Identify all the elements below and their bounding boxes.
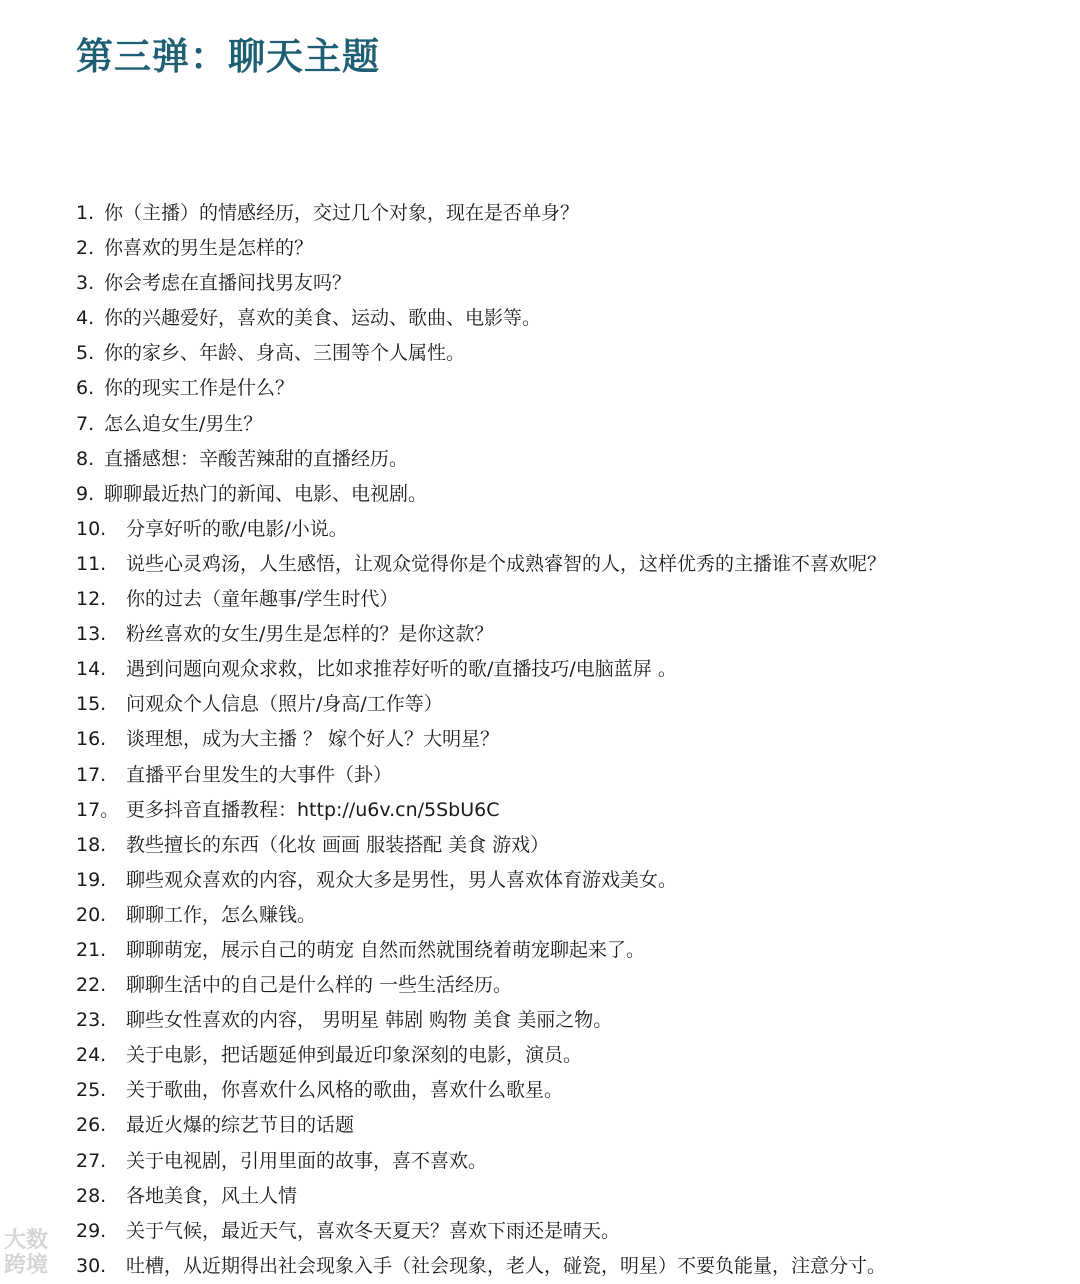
- item-number: 20.: [76, 903, 107, 926]
- item-number: 14.: [76, 658, 107, 681]
- list-item: [76, 1214, 886, 1249]
- item-text: 问观众个人信息（照片/身高/工作等）: [126, 693, 443, 716]
- item-number: 18.: [76, 833, 107, 856]
- list-item: [76, 301, 886, 336]
- item-number: 28.: [76, 1184, 107, 1207]
- item-text: 你的家乡、年龄、身高、三围等个人属性。: [104, 342, 466, 365]
- item-text: 聊聊工作，怎么赚钱。: [126, 903, 317, 926]
- item-number: 6.: [76, 377, 95, 400]
- item-number: 1.: [76, 202, 95, 224]
- item-number: 23.: [76, 1009, 107, 1032]
- list-item: [76, 336, 886, 371]
- item-number: 12.: [76, 588, 107, 611]
- item-text: 聊聊最近热门的新闻、电影、电视剧。: [104, 482, 428, 505]
- list-item: [76, 1108, 886, 1143]
- item-text: 怎么追女生/男生？: [104, 412, 263, 435]
- item-text: 关于气候，最近天气，喜欢冬天夏天？喜欢下雨还是晴天。: [126, 1219, 621, 1242]
- list-item: [76, 477, 886, 512]
- item-number: 9.: [76, 482, 95, 505]
- item-text: 关于歌曲，你喜欢什么风格的歌曲，喜欢什么歌星。: [126, 1079, 564, 1102]
- item-text: 关于电影，把话题延伸到最近印象深刻的电影，演员。: [126, 1044, 583, 1067]
- item-number: 5.: [76, 342, 95, 365]
- list-item: [76, 371, 886, 406]
- list-item: [76, 1179, 886, 1214]
- item-text: 聊些观众喜欢的内容，观众大多是男性，男人喜欢体育游戏美女。: [126, 868, 678, 891]
- item-text: 直播平台里发生的大事件（卦）: [126, 763, 393, 786]
- item-text: 你的过去（童年趣事/学生时代）: [126, 588, 399, 611]
- list-item: [76, 617, 886, 652]
- item-number: 13.: [76, 623, 107, 646]
- list-item: [76, 407, 886, 442]
- item-text: 你的现实工作是什么？: [104, 377, 295, 400]
- item-text: 遇到问题向观众求救，比如求推荐好听的歌/直播技巧/电脑蓝屏 。: [126, 658, 677, 681]
- item-number: 17。: [76, 798, 120, 821]
- list-item: [76, 758, 886, 793]
- list-item: [76, 968, 886, 1003]
- item-text: 最近火爆的综艺节目的话题: [126, 1114, 355, 1137]
- item-number: 22.: [76, 974, 107, 997]
- item-number: 27.: [76, 1149, 107, 1172]
- list-item: [76, 266, 886, 301]
- list-item: [76, 652, 886, 687]
- list-item: [76, 687, 886, 722]
- page-title: 第三弹：聊天主题: [76, 35, 380, 78]
- list-item: [76, 231, 886, 266]
- item-number: 11.: [76, 552, 107, 575]
- item-text: 你会考虑在直播间找男友吗？: [104, 272, 352, 295]
- item-text: 直播感想：辛酸苦辣甜的直播经历。: [104, 447, 409, 470]
- list-item: [76, 793, 886, 828]
- item-text: 你的兴趣爱好，喜欢的美食、运动、歌曲、电影等。: [104, 307, 542, 330]
- item-number: 19.: [76, 868, 107, 891]
- list-item: [76, 512, 886, 547]
- item-number: 25.: [76, 1079, 107, 1102]
- item-number: 3.: [76, 272, 95, 295]
- list-item: [76, 547, 886, 582]
- item-text: 教些擅长的东西（化妆 画画 服装搭配 美食 游戏）: [126, 833, 550, 856]
- list-item: [76, 1249, 886, 1284]
- list-item: [76, 1144, 886, 1179]
- topic-list: [76, 196, 886, 1284]
- item-number: 29.: [76, 1219, 107, 1242]
- item-number: 17.: [76, 763, 107, 786]
- item-text: 你喜欢的男生是怎样的？: [104, 237, 314, 260]
- item-text: 分享好听的歌/电影/小说。: [126, 517, 348, 540]
- list-item: [76, 196, 886, 231]
- list-item: [76, 1073, 886, 1108]
- item-number: 8.: [76, 447, 95, 470]
- list-item: [76, 1003, 886, 1038]
- list-item: [76, 722, 886, 757]
- list-item: [76, 863, 886, 898]
- list-item: [76, 828, 886, 863]
- item-number: 16.: [76, 728, 107, 751]
- item-number: 26.: [76, 1114, 107, 1137]
- list-item: [76, 1038, 886, 1073]
- item-text: 说些心灵鸡汤，人生感悟，让观众觉得你是个成熟睿智的人，这样优秀的主播谁不喜欢呢？: [126, 552, 887, 575]
- list-item: [76, 933, 886, 968]
- item-number: 24.: [76, 1044, 107, 1067]
- watermark-logo: 大数跨境: [4, 1228, 49, 1278]
- item-text: 各地美食，风土人情: [126, 1184, 298, 1207]
- item-number: 4.: [76, 307, 95, 330]
- item-number: 10.: [76, 517, 107, 540]
- item-text: 聊聊萌宠，展示自己的萌宠 自然而然就围绕着萌宠聊起来了。: [126, 938, 646, 961]
- item-text: 更多抖音直播教程：http://u6v.cn/5SbU6C: [126, 798, 500, 821]
- list-item: [76, 898, 886, 933]
- item-number: 2.: [76, 237, 95, 260]
- item-text: 聊聊生活中的自己是什么样的 一些生活经历。: [126, 974, 513, 997]
- item-text: 关于电视剧，引用里面的故事，喜不喜欢。: [126, 1149, 488, 1172]
- item-number: 7.: [76, 412, 95, 435]
- item-text: 吐槽，从近期得出社会现象入手（社会现象，老人，碰瓷，明星）不要负能量，注意分寸。: [126, 1254, 887, 1277]
- item-number: 30.: [76, 1254, 107, 1277]
- item-text: 粉丝喜欢的女生/男生是怎样的？是你这款？: [126, 623, 494, 646]
- list-item: [76, 442, 886, 477]
- item-text: 你（主播）的情感经历，交过几个对象，现在是否单身？: [104, 202, 580, 224]
- item-number: 15.: [76, 693, 107, 716]
- item-number: 21.: [76, 938, 107, 961]
- list-item: [76, 582, 886, 617]
- item-text: 聊些女性喜欢的内容， 男明星 韩剧 购物 美食 美丽之物。: [126, 1009, 613, 1032]
- item-text: 谈理想，成为大主播 ？ 嫁个好人？大明星？: [126, 728, 500, 751]
